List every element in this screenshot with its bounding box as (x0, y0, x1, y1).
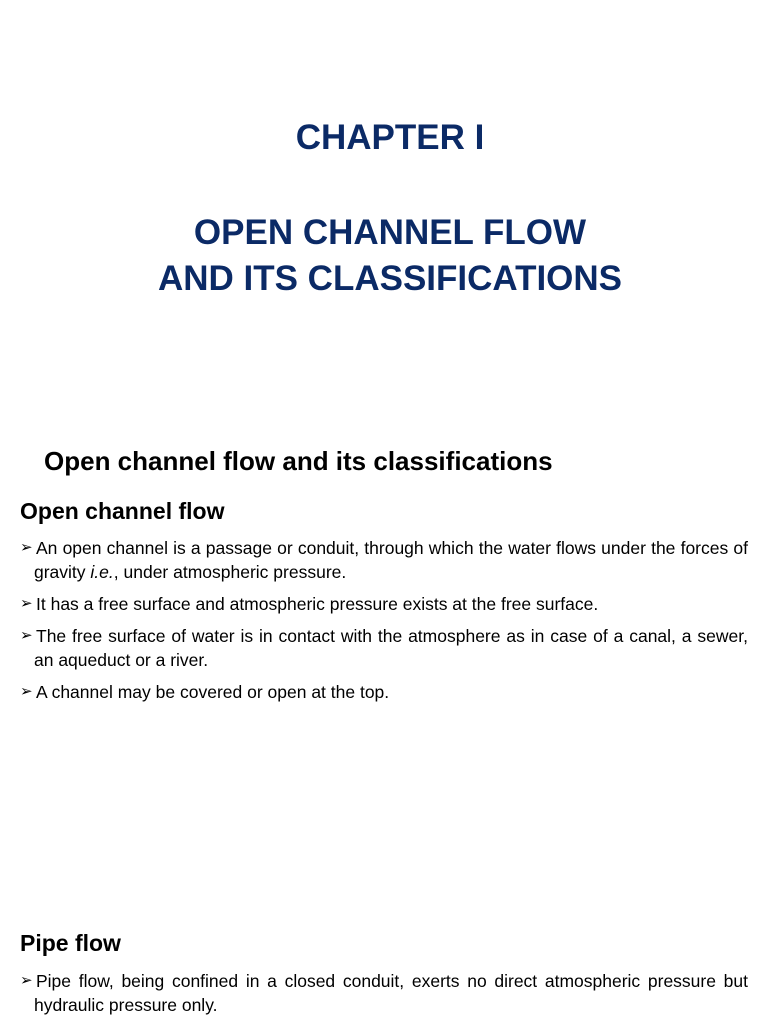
bullet-item (20, 592, 748, 616)
arrow-bullet-icon: ➢ (20, 627, 33, 644)
bullet-text: A channel may be covered or open at the top. (36, 682, 390, 702)
open-channel-bullet-list (20, 536, 748, 712)
bullet-item (20, 680, 748, 704)
main-title-line-1: OPEN CHANNEL FLOW (193, 213, 587, 252)
bullet-text: An open channel is a passage or conduit, through which the water flows under the forces of gravity i.e., under atmospheric pressure. (34, 538, 748, 582)
bullet-text: It has a free surface and atmospheric pressure exists at the free surface. (36, 594, 599, 614)
bullet-text: Pipe flow, being confined in a closed conduit, exerts no direct atmospheric pressure but hydraulic pressure only. (34, 971, 748, 1015)
section-heading: Open channel flow and its classifications (44, 446, 553, 476)
arrow-bullet-icon: ➢ (20, 539, 33, 556)
open-channel-heading: Open channel flow (20, 498, 225, 524)
bullet-item (20, 536, 748, 584)
pipe-flow-heading: Pipe flow (20, 930, 121, 956)
main-title-line-2: AND ITS CLASSIFICATIONS (157, 259, 623, 298)
pipe-flow-bullet-list (20, 969, 748, 1025)
bullet-item (20, 624, 748, 672)
arrow-bullet-icon: ➢ (20, 595, 33, 612)
chapter-title: CHAPTER I (295, 118, 485, 157)
main-title (6, 210, 768, 302)
arrow-bullet-icon: ➢ (20, 683, 33, 700)
arrow-bullet-icon: ➢ (20, 972, 33, 989)
bullet-item (20, 969, 748, 1017)
bullet-text: The free surface of water is in contact with the atmosphere as in case of a canal, a sewer, an aqueduct or a river. (34, 626, 748, 670)
